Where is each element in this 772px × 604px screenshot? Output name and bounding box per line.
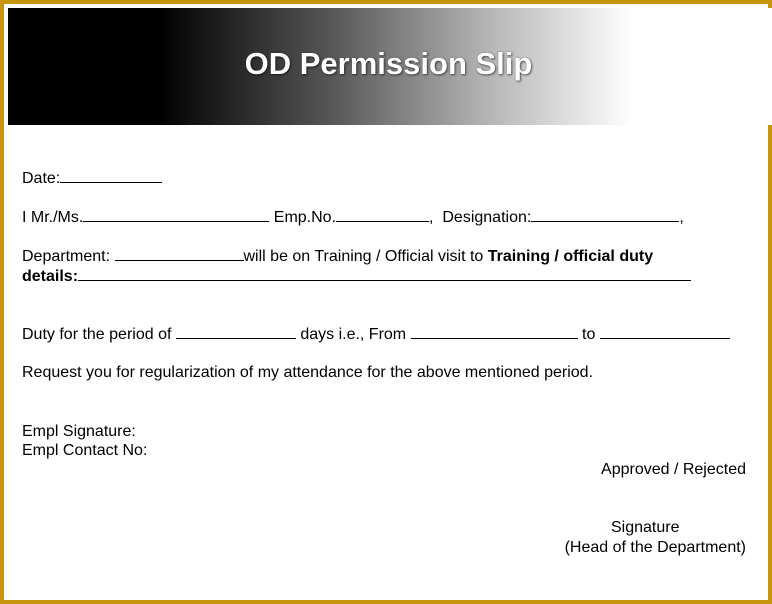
page-title: OD Permission Slip bbox=[244, 46, 533, 81]
date-field[interactable] bbox=[60, 168, 162, 183]
department-row bbox=[22, 246, 653, 266]
name-field[interactable] bbox=[83, 207, 269, 222]
name-row: I Mr./Ms. Emp.No. , Designation: , bbox=[22, 209, 684, 226]
empl-contact-label: Empl Contact No: bbox=[22, 442, 148, 459]
hod-signature-label: Signature bbox=[611, 519, 680, 536]
training-bold-text: Training / official duty bbox=[487, 248, 654, 265]
from-date-field[interactable] bbox=[411, 324, 578, 339]
date-row bbox=[22, 168, 162, 188]
duty-label: Duty for the period of bbox=[22, 326, 172, 343]
hod-label: (Head of the Department) bbox=[564, 539, 746, 556]
request-text: Request you for regularization of my attendance for the above mentioned period. bbox=[22, 364, 594, 381]
designation-field[interactable] bbox=[531, 207, 679, 222]
details-row bbox=[22, 266, 691, 286]
duty-row bbox=[22, 324, 730, 344]
to-date-field[interactable] bbox=[600, 324, 730, 339]
designation-label: Designation: bbox=[442, 209, 532, 226]
emp-no-field[interactable] bbox=[336, 207, 429, 222]
date-label: Date: bbox=[22, 170, 61, 187]
duty-period-field[interactable] bbox=[176, 324, 296, 339]
training-text: will be on Training / Official visit to bbox=[243, 248, 488, 265]
emp-no-label: Emp.No. bbox=[273, 209, 337, 226]
details-label: details: bbox=[22, 268, 79, 285]
name-label: I Mr./Ms. bbox=[22, 209, 84, 226]
days-label: days i.e., From bbox=[300, 326, 407, 343]
department-label: Department: bbox=[22, 248, 111, 265]
details-field[interactable] bbox=[78, 266, 691, 281]
to-label: to bbox=[582, 326, 596, 343]
department-field[interactable] bbox=[115, 246, 244, 261]
approval-status-text: Approved / Rejected bbox=[601, 461, 746, 478]
empl-signature-label: Empl Signature: bbox=[22, 423, 136, 440]
header-banner bbox=[8, 8, 772, 125]
